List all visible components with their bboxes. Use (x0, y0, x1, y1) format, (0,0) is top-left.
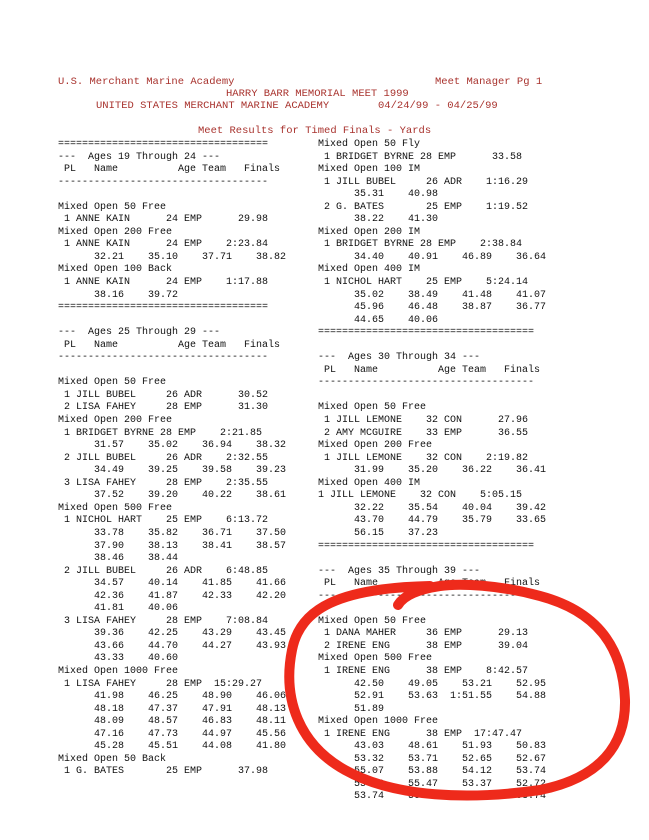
result-line (318, 390, 546, 403)
result-line: 34.57 40.14 41.85 41.66 (58, 578, 287, 590)
header-line-3 (0, 100, 649, 112)
result-line: 53.32 53.71 52.65 52.67 (318, 753, 547, 765)
result-line: 1 ANNE KAIN 24 EMP 29.98 (58, 214, 269, 226)
result-line: 2 JILL BUBEL 26 ADR 2:32.55 (58, 452, 269, 464)
header-line-2 (0, 88, 649, 100)
result-line: 3 LISA FAHEY 28 EMP 7:08.84 (58, 615, 269, 627)
result-line: 2 G. BATES 25 EMP 1:19.52 (318, 201, 529, 213)
result-line: 45.28 45.51 44.08 41.80 (58, 741, 287, 753)
result-line (318, 553, 546, 566)
left-results-column (58, 139, 286, 779)
result-line: ------------------------------------ (318, 590, 535, 602)
result-line: 1 ANNE KAIN 24 EMP 2:23.84 (58, 239, 269, 251)
result-line: 1 JILL LEMONE 32 CON 2:19.82 (318, 452, 529, 464)
result-line: 1 LISA FAHEY 28 EMP 15:29.27 (58, 678, 263, 690)
result-line: Mixed Open 50 Free (318, 615, 427, 627)
result-line: Mixed Open 50 Back (58, 753, 167, 765)
result-line: 41.81 40.06 (58, 603, 179, 615)
result-line: 43.66 44.70 44.27 43.93 (58, 640, 287, 652)
result-line: 2 LISA FAHEY 28 EMP 31.30 (58, 402, 269, 414)
result-line: ==================================== (318, 540, 535, 552)
result-line: 53.74 56.80 52.99 1:03.74 (318, 791, 547, 803)
result-line: PL Name Age Team Finals (58, 164, 281, 176)
result-line: 37.52 39.20 40.22 38.61 (58, 490, 287, 502)
result-line: Mixed Open 200 IM (318, 226, 421, 238)
result-line: 3 LISA FAHEY 28 EMP 2:35.55 (58, 477, 269, 489)
result-line: Mixed Open 500 Free (318, 653, 433, 665)
result-line: 43.70 44.79 35.79 33.65 (318, 515, 547, 527)
results-title: Meet Results for Timed Finals - Yards (198, 125, 432, 137)
result-line: 32.22 35.54 40.04 39.42 (318, 502, 547, 514)
host-name: UNITED STATES MERCHANT MARINE ACADEMY (96, 100, 330, 112)
result-line: 1 JILL BUBEL 26 ADR 30.52 (58, 389, 269, 401)
result-line: PL Name Age Team Finals (318, 364, 541, 376)
result-line: 56.15 37.23 (318, 527, 439, 539)
result-line: 1 BRIDGET BYRNE 28 EMP 2:21.85 (58, 427, 263, 439)
result-line: Mixed Open 200 Free (318, 440, 433, 452)
meet-name: HARRY BARR MEMORIAL MEET 1999 (226, 88, 409, 100)
result-line (318, 340, 546, 353)
result-line: 1 IRENE ENG 38 EMP 17:47.47 (318, 728, 523, 740)
result-line: ----------------------------------- (58, 176, 269, 188)
result-line: ==================================== (318, 327, 535, 339)
result-line (318, 603, 546, 616)
result-line: 1 DANA MAHER 36 EMP 29.13 (318, 628, 529, 640)
result-line: 51.89 (318, 703, 385, 715)
result-line: 1 NICHOL HART 25 EMP 5:24.14 (318, 277, 529, 289)
result-line: 34.49 39.25 39.58 39.23 (58, 465, 287, 477)
result-line: 52.91 53.63 1:51.55 54.88 (318, 691, 547, 703)
result-line: 34.40 40.91 46.89 36.64 (318, 251, 547, 263)
result-line: Mixed Open 400 IM (318, 264, 421, 276)
result-line: Mixed Open 1000 Free (318, 716, 439, 728)
result-line: 35.31 40.98 (318, 189, 439, 201)
result-line: 39.36 42.25 43.29 43.45 (58, 628, 287, 640)
result-line: PL Name Age Team Finals (58, 339, 281, 351)
result-line (58, 365, 286, 378)
result-line: PL Name Age Team Finals (318, 578, 541, 590)
result-line: ----------------------------------- (58, 352, 269, 364)
result-line: 47.16 47.73 44.97 45.56 (58, 728, 287, 740)
result-line (58, 315, 286, 328)
result-line: 1 BRIDGET BYRNE 28 EMP 2:38.84 (318, 239, 523, 251)
result-line: Mixed Open 100 Back (58, 264, 173, 276)
result-line: --- Ages 25 Through 29 --- (58, 327, 221, 339)
result-line: 1 G. BATES 25 EMP 37.98 (58, 766, 269, 778)
result-line: 32.21 35.10 37.71 38.82 (58, 251, 287, 263)
result-line: 41.98 46.25 48.90 46.06 (58, 691, 287, 703)
result-line: 38.22 41.30 (318, 214, 439, 226)
result-line: ------------------------------------ (318, 377, 535, 389)
result-line: Mixed Open 500 Free (58, 502, 173, 514)
result-line: --- Ages 30 Through 34 --- (318, 352, 481, 364)
result-line: 35.02 38.49 41.48 41.07 (318, 289, 547, 301)
result-line: Mixed Open 100 IM (318, 164, 421, 176)
result-line: Mixed Open 50 Free (58, 201, 167, 213)
result-line: 1 JILL LEMONE 32 CON 5:05.15 (318, 490, 523, 502)
header-line-4 (0, 125, 649, 137)
result-line: 48.18 47.37 47.91 48.13 (58, 703, 287, 715)
result-line: 55.08 55.47 53.37 52.72 (318, 778, 547, 790)
result-line: 55.07 53.88 54.12 53.74 (318, 766, 547, 778)
result-line: 37.90 38.13 38.41 38.57 (58, 540, 287, 552)
result-line: 2 AMY MCGUIRE 33 EMP 36.55 (318, 427, 529, 439)
result-line: Mixed Open 50 Free (318, 402, 427, 414)
result-line: 44.65 40.06 (318, 314, 439, 326)
result-line: 33.78 35.82 36.71 37.50 (58, 527, 287, 539)
result-line: 31.99 35.20 36.22 36.41 (318, 465, 547, 477)
result-line: Mixed Open 50 Fly (318, 139, 421, 150)
result-line: 2 IRENE ENG 38 EMP 39.04 (318, 640, 529, 652)
result-line (58, 189, 286, 202)
result-line: 1 BRIDGET BYRNE 28 EMP 33.58 (318, 151, 523, 163)
result-line: 1 JILL LEMONE 32 CON 27.96 (318, 415, 529, 427)
result-line: Mixed Open 50 Free (58, 377, 167, 389)
result-line: 1 NICHOL HART 25 EMP 6:13.72 (58, 515, 269, 527)
result-line: 31.57 35.02 36.94 38.32 (58, 440, 287, 452)
result-line: 38.16 39.72 (58, 289, 179, 301)
header-line-1 (0, 76, 649, 88)
result-line: Mixed Open 400 IM (318, 477, 421, 489)
result-line: 2 JILL BUBEL 26 ADR 6:48.85 (58, 565, 269, 577)
result-line: 1 JILL BUBEL 26 ADR 1:16.29 (318, 176, 529, 188)
result-line: Mixed Open 200 Free (58, 415, 173, 427)
result-line: 43.33 40.60 (58, 653, 179, 665)
result-line: 48.09 48.57 46.83 48.11 (58, 716, 287, 728)
right-results-column (318, 139, 546, 804)
result-line: 45.96 46.48 38.87 36.77 (318, 302, 547, 314)
result-line: 43.03 48.61 51.93 50.83 (318, 741, 547, 753)
result-line: 42.36 41.87 42.33 42.20 (58, 590, 287, 602)
result-line: Mixed Open 1000 Free (58, 665, 179, 677)
meet-dates: 04/24/99 - 04/25/99 (378, 100, 498, 112)
result-line: --- Ages 19 Through 24 --- (58, 151, 221, 163)
result-line: 42.50 49.05 53.21 52.95 (318, 678, 547, 690)
result-line: =================================== (58, 139, 269, 150)
result-line: 1 ANNE KAIN 24 EMP 1:17.88 (58, 277, 269, 289)
result-line: 1 IRENE ENG 38 EMP 8:42.57 (318, 665, 529, 677)
org-name: U.S. Merchant Marine Academy (58, 76, 235, 88)
page-label: Meet Manager Pg 1 (435, 76, 543, 88)
result-line: Mixed Open 200 Free (58, 226, 173, 238)
result-line: --- Ages 35 Through 39 --- (318, 565, 481, 577)
result-line: 38.46 38.44 (58, 553, 179, 565)
result-line: =================================== (58, 302, 269, 314)
